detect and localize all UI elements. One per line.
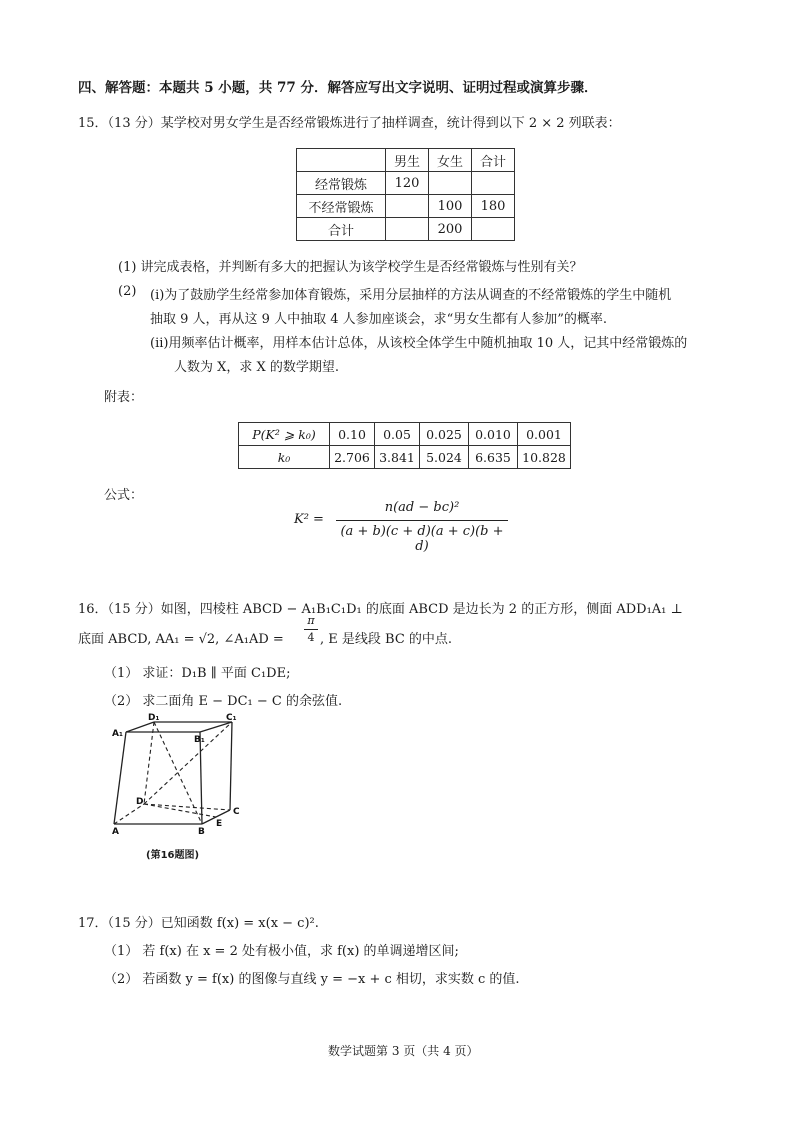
table-cell: 6.635 <box>469 446 518 469</box>
fraction-bar <box>336 520 508 521</box>
formula-label: 公式： <box>104 488 144 503</box>
table-header-row <box>297 149 515 172</box>
label-d1: D₁ <box>148 713 160 723</box>
q15-contingency-table <box>296 148 515 241</box>
label-b: B <box>198 827 205 837</box>
table-cell: 经常锻炼 <box>297 172 386 195</box>
table-cell: 0.10 <box>330 423 375 446</box>
line-de <box>144 804 216 817</box>
q17-stem: 17．（15 分）已知函数 f(x) = x(x − c)². <box>78 916 319 931</box>
table-cell: 100 <box>429 195 472 218</box>
edge-b1b <box>200 732 202 824</box>
label-a: A <box>112 827 119 837</box>
table-row <box>297 172 515 195</box>
q15-part2-ii-line1: (ii)用频率估计概率，用样本估计总体，从该校全体学生中随机抽取 10 人，记其中经常锻炼的 <box>150 336 688 351</box>
table-cell: 3.841 <box>375 446 420 469</box>
table-cell <box>429 172 472 195</box>
table-cell: 不经常锻炼 <box>297 195 386 218</box>
label-c1: C₁ <box>226 713 237 723</box>
figure-caption: (第16题图) <box>146 850 200 861</box>
table-cell: 200 <box>429 218 472 241</box>
q16-part1: （1） 求证：D₁B ∥ 平面 C₁DE; <box>104 666 291 681</box>
q15-part1: (1) 讲完成表格，并判断有多大的把握认为该学校学生是否经常锻炼与性别有关？ <box>118 260 583 275</box>
table-cell: 女生 <box>429 149 472 172</box>
q17-part1: （1） 若 f(x) 在 x = 2 处有极小值，求 f(x) 的单调递增区间; <box>104 944 459 959</box>
edge-a1d1 <box>126 722 154 732</box>
edge-a1a <box>114 732 126 824</box>
appendix-label: 附表： <box>104 390 144 405</box>
table-cell: 0.010 <box>469 423 518 446</box>
table-cell: 0.001 <box>518 423 571 446</box>
edge-ad <box>114 804 144 824</box>
critical-value-table <box>238 422 571 469</box>
prism-figure <box>110 712 250 842</box>
label-b1: B₁ <box>194 735 205 745</box>
table-cell: 0.025 <box>420 423 469 446</box>
formula-denominator: (a + b)(c + d)(a + c)(b + d) <box>340 524 504 554</box>
table-cell <box>472 172 515 195</box>
line-dc1 <box>144 722 232 804</box>
label-e: E <box>216 819 223 829</box>
table-cell <box>472 218 515 241</box>
formula-numerator: n(ad − bc)² <box>384 500 460 515</box>
edge-dc <box>144 804 230 810</box>
q15-part2-i-line2: 抽取 9 人，再从这 9 人中抽取 4 人参加座谈会，求“男女生都有人参加”的概率. <box>150 312 608 327</box>
page-footer: 数学试题第 3 页（共 4 页） <box>328 1044 479 1058</box>
edge-d1d <box>144 722 154 804</box>
table-cell: 合计 <box>472 149 515 172</box>
label-d: D <box>136 797 144 807</box>
table-cell: k₀ <box>239 446 330 469</box>
table-cell <box>386 195 429 218</box>
fraction-bar <box>304 629 318 630</box>
q15-part2-i-line1: (i)为了鼓励学生经常参加体育锻炼，采用分层抽样的方法从调查的不经常锻炼的学生中随机 <box>150 288 672 303</box>
table-cell: 0.05 <box>375 423 420 446</box>
section-header: 四、解答题：本题共 5 小题，共 77 分．解答应写出文字说明、证明过程或演算步骤． <box>78 80 598 96</box>
q16-line2a: 底面 ABCD, AA₁ = √2, ∠A₁AD = <box>78 632 284 647</box>
angle-frac-num: π <box>307 614 315 627</box>
table-cell: 180 <box>472 195 515 218</box>
table-cell: 合计 <box>297 218 386 241</box>
table-cell: 5.024 <box>420 446 469 469</box>
table-cell: 男生 <box>386 149 429 172</box>
table-row <box>297 218 515 241</box>
q15-part2-label: (2) <box>118 284 137 299</box>
table-cell: 2.706 <box>330 446 375 469</box>
label-a1: A₁ <box>112 729 123 739</box>
q16-line1: 16．（15 分）如图，四棱柱 ABCD − A₁B₁C₁D₁ 的底面 ABCD 是边长为 2 的正方形，侧面 ADD₁A₁ ⊥ <box>78 602 683 617</box>
q15-stem: 15．（13 分）某学校对男女学生是否经常锻炼进行了抽样调查，统计得到以下 2 × 2 列联表： <box>78 116 621 131</box>
table-row <box>239 423 571 446</box>
q16-line2b: , E 是线段 BC 的中点. <box>320 632 453 647</box>
table-cell: 120 <box>386 172 429 195</box>
q17-part2: （2） 若函数 y = f(x) 的图像与直线 y = −x + c 相切，求实数 c 的值. <box>104 972 520 987</box>
q15-part2-ii-line2: 人数为 X，求 X 的数学期望. <box>174 360 340 375</box>
table-cell: P(K² ⩾ k₀) <box>239 423 330 446</box>
formula-lhs: K² = <box>294 512 324 527</box>
table-row <box>297 195 515 218</box>
angle-frac-den: 4 <box>307 631 315 644</box>
label-c: C <box>233 807 240 817</box>
table-cell <box>297 149 386 172</box>
table-row <box>239 446 571 469</box>
table-cell: 10.828 <box>518 446 571 469</box>
q16-part2: （2） 求二面角 E − DC₁ − C 的余弦值. <box>104 694 343 709</box>
edge-c1c <box>230 722 232 810</box>
table-cell <box>386 218 429 241</box>
